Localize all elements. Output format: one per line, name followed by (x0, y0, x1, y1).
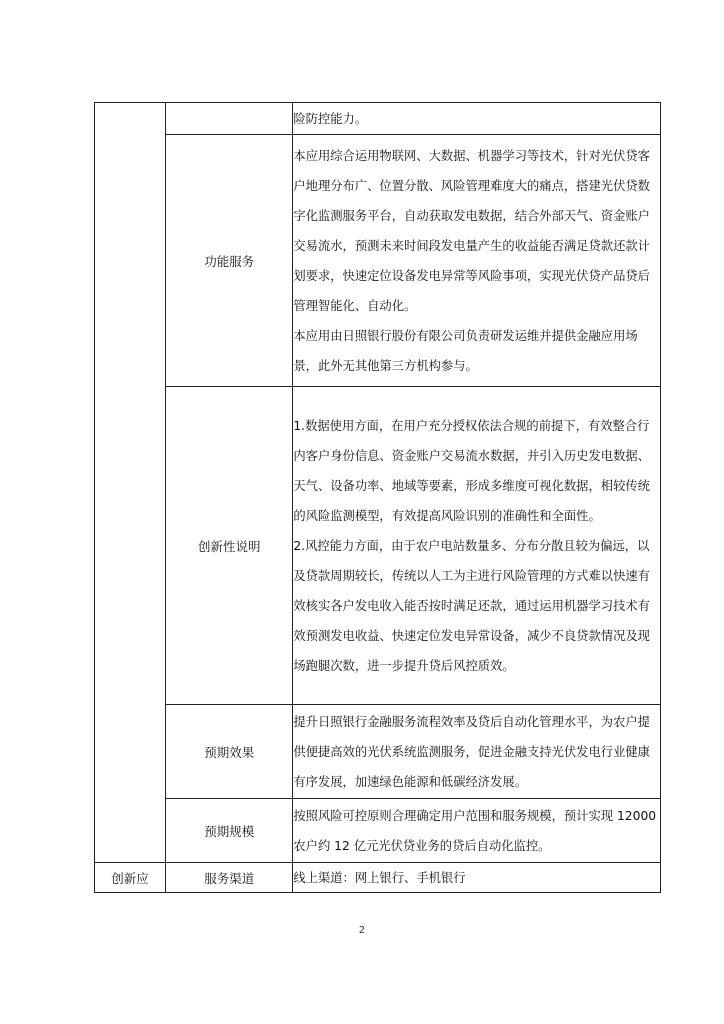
row-content-service-channel (293, 863, 661, 893)
table-row-innovation (95, 387, 661, 705)
row-content-function-service (293, 135, 661, 387)
content-paragraph: 本应用由日照银行股份有限公司负责研发运维并提供金融应用场景，此外无其他第三方机构参与。 (293, 328, 638, 373)
content-paragraph: 按照风险可控原则合理确定用户范围和服务规模，预计实现 12000 农户约 12 亿元光伏贷业务的贷后自动化监控。 (293, 808, 657, 853)
row-label-innovation: 创新性说明 (166, 387, 293, 705)
table-row-expected-effect (95, 705, 661, 799)
table-row-continuation (95, 103, 661, 135)
row-content-cell (293, 103, 661, 135)
row-label-cell (166, 103, 293, 135)
page-number: 2 (358, 925, 366, 936)
content-paragraph: 2.风控能力方面，由于农户电站数量多、分布分散且较为偏远，以及贷款周期较长，传统以人工为主进行风险管理的方式难以快速有效核实各户发电收入能否按时满足还款，通过运用机器学习技术有效预测发电收益、快速定位发电异常设备，减少不良贷款情况及现场跑腿次数，进一步提升贷后风控质效。 (293, 538, 650, 673)
content-paragraph: 本应用综合运用物联网、大数据、机器学习等技术，针对光伏贷客户地理分布广、位置分散、风险管理难度大的痛点，搭建光伏贷数字化监测服务平台，自动获取发电数据，结合外部天气、资金账户交易流水，预测未来时间段发电量产生的收益能否满足贷款还款计划要求，快速定位设备发电异常等风险事项，实现光伏贷产品贷后管理智能化、自动化。 (293, 148, 650, 313)
row-content-expected-scale (293, 799, 661, 863)
section-label-innovation-app: 创新应 (95, 863, 166, 893)
table-row-service-channel (95, 863, 661, 893)
content-paragraph: 险防控能力。 (293, 111, 368, 126)
row-label-function-service: 功能服务 (166, 135, 293, 387)
content-paragraph: 提升日照银行金融服务流程效率及贷后自动化管理水平，为农户提供便捷高效的光伏系统监测服务，促进金融支持光伏发电行业健康有序发展，加速绿色能源和低碳经济发展。 (293, 714, 650, 789)
row-content-innovation (293, 387, 661, 705)
row-label-service-channel: 服务渠道 (166, 863, 293, 893)
table-row-function-service (95, 135, 661, 387)
row-label-expected-scale: 预期规模 (166, 799, 293, 863)
row-content-expected-effect (293, 705, 661, 799)
row-label-expected-effect: 预期效果 (166, 705, 293, 799)
content-paragraph: 1.数据使用方面，在用户充分授权依法合规的前提下，有效整合行内客户身份信息、资金账户交易流水数据，并引入历史发电数据、天气、设备功率、地域等要素，形成多维度可视化数据，相较传统的风险监测模型，有效提高风险识别的准确性和全面性。 (293, 418, 650, 523)
table-row-expected-scale (95, 799, 661, 863)
content-paragraph: 线上渠道：网上银行、手机银行 (293, 870, 466, 885)
application-info-table (94, 102, 661, 893)
section-label-cell-empty (95, 103, 166, 863)
